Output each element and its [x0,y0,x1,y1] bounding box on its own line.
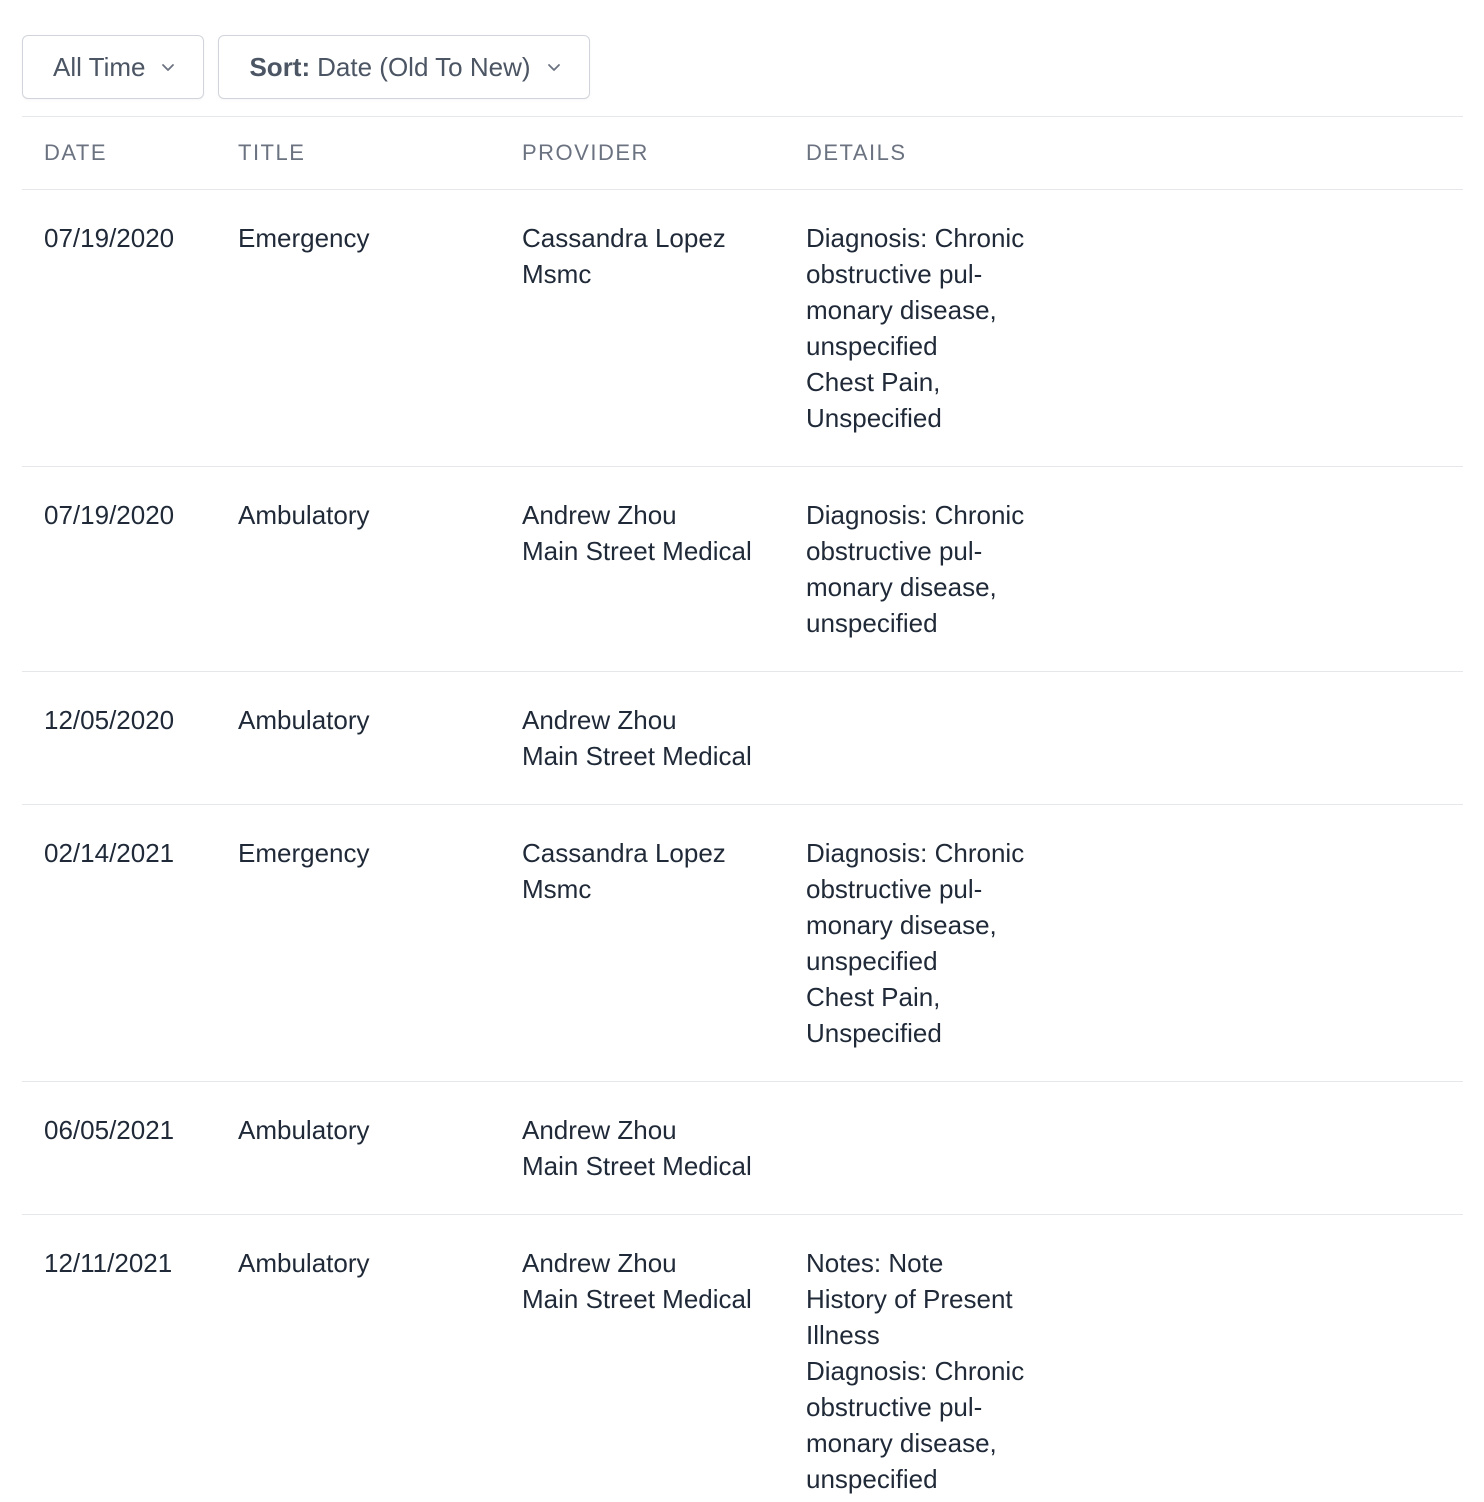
details-line: obstructive pul- [806,1392,983,1422]
time-range-dropdown[interactable] [22,35,204,99]
table-row[interactable] [22,467,1463,672]
cell-date: 02/14/2021 [44,838,175,868]
table-row[interactable] [22,805,1463,1082]
table-row[interactable] [22,1082,1463,1215]
details-line: Chest Pain, [806,982,941,1012]
table-row[interactable] [22,1215,1463,1502]
header-title: TITLE [238,140,306,165]
cell-date: 06/05/2021 [44,1115,175,1145]
details-line: unspecified [806,331,938,361]
details-line: monary disease, [806,910,997,940]
details-line: Unspecified [806,1018,942,1048]
provider-organization: Msmc [522,259,592,289]
cell-details [784,1082,1463,1215]
cell-details [784,805,1463,1082]
provider-name: Andrew Zhou [522,1115,677,1145]
cell-provider [500,1215,784,1502]
details-line: History of Present [806,1284,1013,1314]
cell-date: 12/05/2020 [44,705,175,735]
provider-name: Andrew Zhou [522,1248,677,1278]
provider-name: Cassandra Lopez [522,838,726,868]
table-body [22,190,1463,1502]
cell-provider [500,190,784,467]
header-date: DATE [44,140,108,165]
cell-details [784,190,1463,467]
cell-details [784,467,1463,672]
cell-provider [500,1082,784,1215]
cell-title: Ambulatory [238,1115,370,1145]
details-line: obstructive pul- [806,874,983,904]
cell-provider [500,467,784,672]
cell-title: Ambulatory [238,1248,370,1278]
details-line: Diagnosis: Chronic [806,500,1025,530]
details-line: Diagnosis: Chronic [806,1356,1025,1386]
cell-title: Emergency [238,223,370,253]
time-range-label: All Time [53,51,146,82]
table-row[interactable] [22,672,1463,805]
cell-title: Ambulatory [238,500,370,530]
provider-organization: Main Street Medical [522,536,752,566]
provider-name: Andrew Zhou [522,500,677,530]
header-provider: PROVIDER [522,140,649,165]
provider-organization: Main Street Medical [522,1284,752,1314]
cell-title: Emergency [238,838,370,868]
details-line: unspecified [806,608,938,638]
encounters-table [22,116,1463,1502]
details-line: unspecified [806,1464,938,1494]
cell-details [784,1215,1463,1502]
provider-organization: Msmc [522,874,592,904]
cell-provider [500,672,784,805]
details-line: monary disease, [806,295,997,325]
details-line: Diagnosis: Chronic [806,838,1025,868]
cell-date: 12/11/2021 [44,1248,173,1278]
cell-date: 07/19/2020 [44,223,175,253]
details-line: obstructive pul- [806,536,983,566]
table-row[interactable] [22,190,1463,467]
details-line: monary disease, [806,1428,997,1458]
details-line: Diagnosis: Chronic [806,223,1025,253]
details-line: unspecified [806,946,938,976]
provider-name: Cassandra Lopez [522,223,726,253]
provider-name: Andrew Zhou [522,705,677,735]
provider-organization: Main Street Medical [522,1151,752,1181]
cell-details [784,672,1463,805]
chevron-down-icon [161,60,175,74]
details-line: monary disease, [806,572,997,602]
cell-date: 07/19/2020 [44,500,175,530]
header-details: DETAILS [806,140,907,165]
sort-dropdown[interactable] [218,35,589,99]
cell-title: Ambulatory [238,705,370,735]
sort-value-label: Date (Old To New) [317,51,531,82]
filter-bar [22,35,590,99]
details-line: Unspecified [806,403,942,433]
sort-prefix-label: Sort: [249,51,311,82]
details-line: Notes: Note [806,1248,944,1278]
table-header-row [22,117,1463,190]
provider-organization: Main Street Medical [522,741,752,771]
cell-provider [500,805,784,1082]
details-line: Chest Pain, [806,367,941,397]
details-line: Illness [806,1320,880,1350]
chevron-down-icon [547,60,561,74]
details-line: obstructive pul- [806,259,983,289]
